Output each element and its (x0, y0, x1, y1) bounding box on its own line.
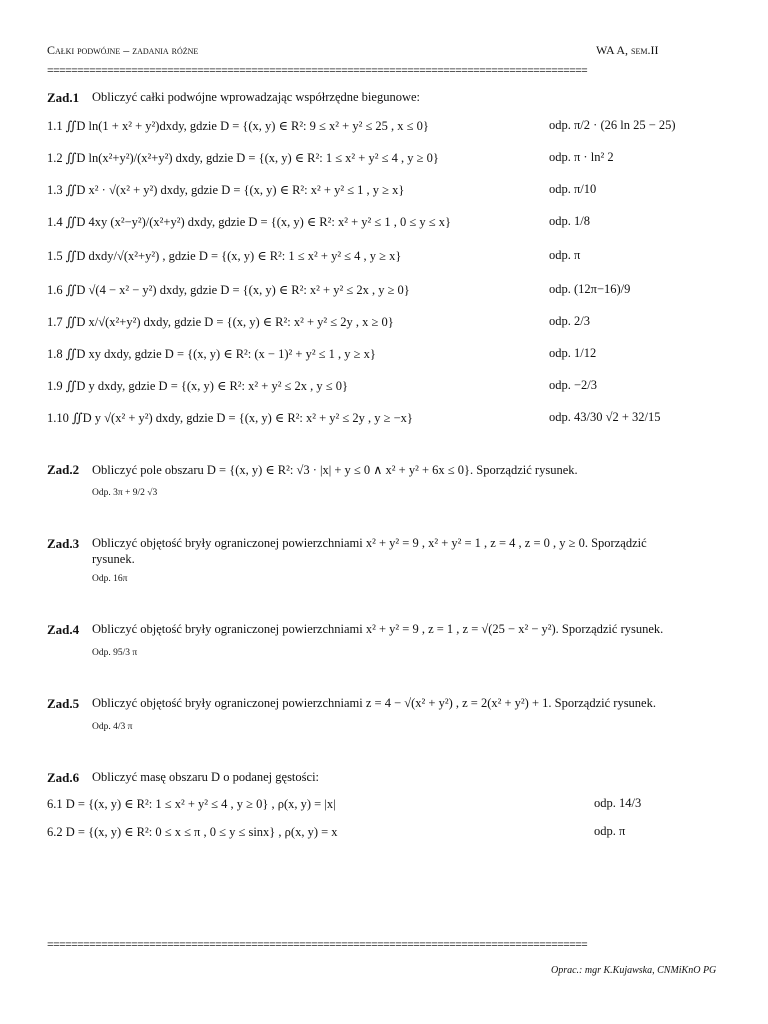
top-divider: ========================================================================================== (47, 66, 588, 78)
document-title: Całki podwójne – zadania różne (47, 43, 199, 57)
answer-1-9: odp. −2/3 (549, 378, 598, 392)
task-6-label: Zad.6 (47, 770, 80, 785)
problem-1-3: 1.3 ∬D x² · √(x² + y²) dxdy, gdzie D = {(x, y) ∈ R²: x² + y² ≤ 1 , y ≥ x} (47, 183, 405, 197)
task-5-label: Zad.5 (47, 696, 80, 711)
task-5-answer: Odp. 4/3 π (92, 722, 133, 732)
task-1-label: Zad.1 (47, 90, 80, 105)
task-4-instruction: Obliczyć objętość bryły ograniczonej powierzchniami x² + y² = 9 , z = 1 , z = √(25 − x² − y²). Sporządzić rysunek. (92, 622, 664, 636)
task-6-instruction: Obliczyć masę obszaru D o podanej gęstości: (92, 770, 320, 784)
problem-1-2: 1.2 ∬D ln(x²+y²)/(x²+y²) dxdy, gdzie D = {(x, y) ∈ R²: 1 ≤ x² + y² ≤ 4 , y ≥ 0} (47, 151, 439, 165)
task-5-instruction: Obliczyć objętość bryły ograniczonej powierzchniami z = 4 − √(x² + y²) , z = 2(x² + y²) + 1. Sporządzić rysunek. (92, 696, 656, 710)
answer-1-3: odp. π/10 (549, 182, 597, 196)
problem-1-1: 1.1 ∬D ln(1 + x² + y²)dxdy, gdzie D = {(x, y) ∈ R²: 9 ≤ x² + y² ≤ 25 , x ≤ 0} (47, 119, 429, 133)
problem-1-6: 1.6 ∬D √(4 − x² − y²) dxdy, gdzie D = {(x, y) ∈ R²: x² + y² ≤ 2x , y ≥ 0} (47, 283, 410, 297)
task-3-instruction-cont: rysunek. (92, 552, 135, 566)
answer-6-1: odp. 14/3 (594, 796, 642, 810)
problem-6-2: 6.2 D = {(x, y) ∈ R²: 0 ≤ x ≤ π , 0 ≤ y ≤ sinx} , ρ(x, y) = x (47, 825, 338, 839)
task-2-answer: Odp. 3π + 9/2 √3 (92, 488, 158, 498)
problem-1-4: 1.4 ∬D 4xy (x²−y²)/(x²+y²) dxdy, gdzie D = {(x, y) ∈ R²: x² + y² ≤ 1 , 0 ≤ y ≤ x} (47, 215, 451, 229)
problem-1-8: 1.8 ∬D xy dxdy, gdzie D = {(x, y) ∈ R²: (x − 1)² + y² ≤ 1 , y ≥ x} (47, 347, 376, 361)
problem-6-1: 6.1 D = {(x, y) ∈ R²: 1 ≤ x² + y² ≤ 4 , y ≥ 0} , ρ(x, y) = |x| (47, 797, 336, 811)
task-2-instruction: Obliczyć pole obszaru D = {(x, y) ∈ R²: √3 · |x| + y ≤ 0 ∧ x² + y² + 6x ≤ 0}. Sporządzić rysunek. (92, 463, 578, 477)
bottom-divider: ========================================================================================== (47, 940, 588, 952)
task-1-instruction: Obliczyć całki podwójne wprowadzając współrzędne biegunowe: (92, 90, 421, 104)
task-3-instruction: Obliczyć objętość bryły ograniczonej powierzchniami x² + y² = 9 , x² + y² = 1 , z = 4 , z = 0 , y ≥ 0. Sporządzić (92, 536, 647, 550)
answer-1-5: odp. π (549, 248, 581, 262)
answer-1-10: odp. 43/30 √2 + 32/15 (549, 410, 661, 424)
problem-1-9: 1.9 ∬D y dxdy, gdzie D = {(x, y) ∈ R²: x² + y² ≤ 2x , y ≤ 0} (47, 379, 349, 393)
task-2-label: Zad.2 (47, 462, 80, 477)
answer-1-2: odp. π · ln² 2 (549, 150, 614, 164)
task-4-label: Zad.4 (47, 622, 80, 637)
task-3-answer: Odp. 16π (92, 574, 128, 584)
answer-6-2: odp. π (594, 824, 626, 838)
answer-1-1: odp. π/2 · (26 ln 25 − 25) (549, 118, 676, 132)
course-label: WA A, sem.II (596, 43, 659, 57)
problem-1-7: 1.7 ∬D x/√(x²+y²) dxdy, gdzie D = {(x, y) ∈ R²: x² + y² ≤ 2y , x ≥ 0} (47, 315, 394, 329)
answer-1-6: odp. (12π−16)/9 (549, 282, 631, 296)
footer-credit: Oprac.: mgr K.Kujawska, CNMiKnO PG (551, 965, 717, 976)
answer-1-7: odp. 2/3 (549, 314, 590, 328)
answer-1-4: odp. 1/8 (549, 214, 590, 228)
task-3-label: Zad.3 (47, 536, 80, 551)
task-4-answer: Odp. 95/3 π (92, 648, 138, 658)
answer-1-8: odp. 1/12 (549, 346, 597, 360)
problem-1-10: 1.10 ∬D y √(x² + y²) dxdy, gdzie D = {(x, y) ∈ R²: x² + y² ≤ 2y , y ≥ −x} (47, 411, 413, 425)
problem-1-5: 1.5 ∬D dxdy/√(x²+y²) , gdzie D = {(x, y) ∈ R²: 1 ≤ x² + y² ≤ 4 , y ≥ x} (47, 249, 402, 263)
